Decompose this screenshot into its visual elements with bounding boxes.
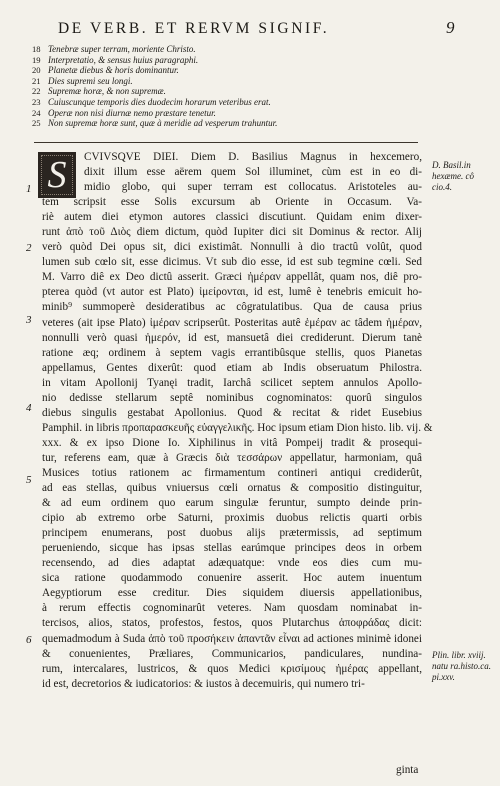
catchword: ginta xyxy=(396,764,419,776)
index-entry-number: 18 xyxy=(32,44,41,54)
index-entry-text: Non supremæ horæ sunt, quæ à meridie ad vesperum trahuntur. xyxy=(48,118,278,129)
paragraph-marker: 4 xyxy=(26,402,32,414)
text-line: id est, decretorios & iudicatorios: & iustos à decemuiris, qui numero tri- xyxy=(42,677,365,690)
index-entry-text: Planetæ diebus & horis dominantur. xyxy=(48,65,179,76)
section-divider xyxy=(34,142,418,143)
paragraph-marker: 1 xyxy=(26,183,32,195)
index-entry xyxy=(32,86,412,97)
running-head: DE VERB. ET RERVM SIGNIF. xyxy=(58,20,330,37)
text-line: tem scripsit esse Solis excursum ab Oriente in Occasum. Va- xyxy=(42,196,422,209)
text-line: diebus singulis gestabat Apollonius. Quod & recitat & ridet Eusebius xyxy=(42,406,422,419)
text-line: quemadmodum à Suda ἀπὸ τοῦ προσήκειν ἀπαντᾶν εἶναι ad actiones minimè idonei xyxy=(42,632,422,645)
text-line: xxx. & ex ipso Dione Io. Xiphilinus in vitâ Pompeij tradit & prosequi- xyxy=(42,436,422,449)
text-line: cipio ab extremo orbe Saturni, proximis duobus relictis quarti orbis xyxy=(42,512,422,525)
page-number: 9 xyxy=(446,18,455,37)
index-entry xyxy=(32,76,412,87)
index-entry xyxy=(32,65,412,76)
text-line: Musices totius rationem ac firmamentum contineri antiqui crediderût, xyxy=(42,466,422,479)
paragraph-marker: 3 xyxy=(26,314,32,326)
index-entry-number: 20 xyxy=(32,65,41,76)
paragraph-marker: 5 xyxy=(26,474,32,486)
initial-letter: S xyxy=(47,154,67,196)
text-line: pterea quòd (vt autor est Plato) ἱμείρονται, id est, lumê è tenebris emicuit ho- xyxy=(42,286,422,299)
index-entry-number: 21 xyxy=(32,75,41,86)
text-line: midio globo, qui super terram est collocatus. Aristoteles au- xyxy=(84,181,422,194)
index-entry-text: Tenebræ super terram, moriente Christo. xyxy=(48,44,196,54)
text-line: principem enumerans, post duobus alijs prætermissis, ad septimum xyxy=(42,527,422,540)
index-entry xyxy=(32,55,412,66)
text-line: recensendo, ad dies adaptat adæquatque: vnde eos dies cum mu- xyxy=(42,557,422,570)
text-line: ad eas stellas, quibus vniuersus cœli ornatus & compositio distinguitur, xyxy=(42,482,422,495)
text-line: Aegyptiorum esse creditur. Dies siquidem diuersis appellationibus, xyxy=(42,587,422,600)
text-line: dixit illum esse aërem quem Sol illuminet, cùm est in eo di- xyxy=(84,166,422,179)
index-entry-text: Supremæ horæ, & non supremæ. xyxy=(48,86,166,97)
index-entry-text: Dies supremi seu longi. xyxy=(48,75,133,86)
index-entry xyxy=(32,97,412,108)
text-line: in vitam Apollonij Tyanęi tradit, Iarchâ scilicet septem annulos Apollo- xyxy=(42,376,422,389)
text-line: & ad eum ordinem quo earum singulæ feruntur, sumpto deinde prin- xyxy=(42,497,422,510)
paragraph-marker: 2 xyxy=(26,242,32,254)
index-entry-number: 24 xyxy=(32,107,41,118)
index-entry xyxy=(32,118,412,129)
index-entry-number: 25 xyxy=(32,118,41,129)
text-line: à rerum effectis cognominarût veteres. Nam quosdam nominabat in- xyxy=(42,602,422,615)
text-line: lumen sub cœlo sit, esse dicimus. Vt sub dio esse, id est sub tegmine cœli. Sed xyxy=(42,256,422,269)
text-line: veteres (ait ipse Plato) ἱμέραν scripserût. Posteritas autê ἑμέραν ac tâdem ἡμέραν, xyxy=(42,316,422,329)
margin-note-basilius: D. Basil.in hexæme. cô cio.4. xyxy=(432,160,474,192)
index-entries xyxy=(32,44,412,129)
paragraph-marker: 6 xyxy=(26,634,32,646)
index-entry-number: 19 xyxy=(32,54,41,65)
text-line: runt ἀπὸ τοῦ Διὸς diem dictum, quòd Iupiter dici sit Dominus & rector. Alij xyxy=(42,226,422,239)
text-line: CVIVSQVE DIEI. Diem D. Basilius Magnus in hexcemero, xyxy=(84,151,422,163)
text-line: nio dedisse stellarum septê nominibus cognominatos: quorû singulos xyxy=(42,391,422,404)
text-line: Pamphil. in libris προπαρασκευῆς εὐαγγελικῆς. Hoc ipsum etiam Dion histo. lib. vij. & xyxy=(42,421,433,434)
main-text xyxy=(42,150,433,692)
text-line: sica ratione quodammodo conuenire asserit. Hoc autem inuentum xyxy=(42,572,422,585)
index-entry xyxy=(32,44,412,55)
margin-note-plinius: Plin. libr. xviij. natu ra.histo.ca. pi.xxv. xyxy=(432,650,492,682)
text-line: riè autem diei etymon autores classici discutiunt. Quidam enim dixer- xyxy=(42,211,422,224)
index-entry-number: 23 xyxy=(32,96,41,107)
text-line: perueniendo, sicque has ipsas stellas earúmque principes deos in orbem xyxy=(42,542,422,555)
text-line: appellamus, Gentes dixerût: quod etiam ab Indis obseruatum Philostra. xyxy=(42,361,422,374)
index-entry-text: Operæ non nisi diurnæ nemo præstare tenetur. xyxy=(48,107,216,118)
text-line: & conuenientes, Præliares, Communicarios, pandiculares, nundina- xyxy=(42,647,422,660)
index-entry-text: Cuiuscunque temporis dies duodecim horarum veteribus erat. xyxy=(48,96,271,107)
text-line: ratione æq; ordinem à septem vagis errantibûsque stellis, quos Pianetas xyxy=(42,346,422,359)
index-entry-text: Interpretatio, & sensus huius paragraphi. xyxy=(48,54,199,65)
text-line: M. Varro diê ex Deo dictû asserit. Græci ἡμέραν appellât, quam nos, diê pro- xyxy=(42,271,422,284)
text-line: rum, intercalares, lustricos, & quos Medici κρισίμους ἡμέρας appellant, xyxy=(42,662,422,675)
text-line: tur, referens eam, quæ à Græcis διὰ τεσσάρων appellatur, harmoniam, quâ xyxy=(42,451,422,464)
index-entry-number: 22 xyxy=(32,86,41,97)
text-line: tercisos, alios, statos, profestos, festos, quos Plutarchus ἀποφράδας dicit: xyxy=(42,617,422,630)
text-line: nonnulli verò quasi ἡμερόν, id est, mansuetâ diei crediderunt. Dierum tanè xyxy=(42,331,422,344)
text-line: minib⁹ summoperè desideratibus ac côgratulatibus. Qua de causa prius xyxy=(42,301,422,314)
text-line: verò quòd Dei opus sit, dici existimât. Nonnulli à dio tractû volût, quod xyxy=(42,241,422,254)
index-entry xyxy=(32,108,412,119)
